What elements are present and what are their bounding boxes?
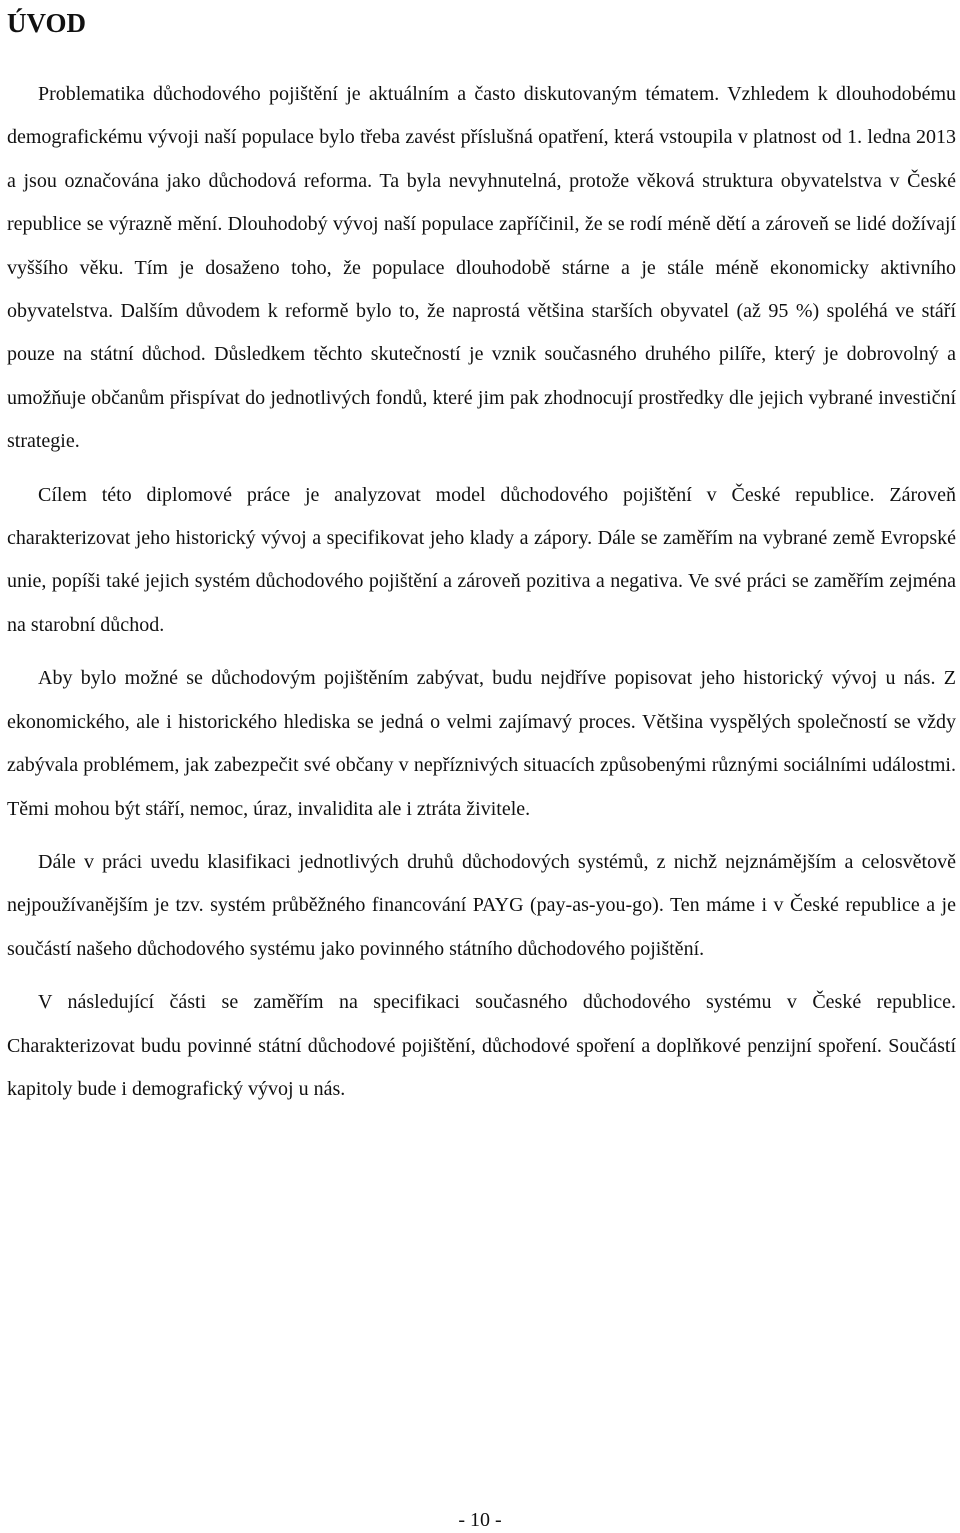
paragraph-1: Problematika důchodového pojištění je aktuálním a často diskutovaným tématem. Vzhledem k dlouhodobému demografickému vývoji naší populace bylo třeba zavést příslušná opatření, která vstoupila v platnost od 1. ledna 2013 a jsou označována jako důchodová reforma. Ta byla nevyhnutelná, protože věková struktura obyvatelstva v České republice se výrazně mění. Dlouhodobý vývoj naší populace zapříčinil, že se rodí méně dětí a zároveň se lidé dožívají vyššího věku. Tím je dosaženo toho, že populace dlouhodobě stárne a je stále méně ekonomicky aktivního obyvatelstva. Dalším důvodem k reformě bylo to, že naprostá většina starších obyvatel (až 95 %) spoléhá ve stáří pouze na státní důchod. Důsledkem těchto skutečností je vznik současného druhého pilíře, který je dobrovolný a umožňuje občanům přispívat do jednotlivých fondů, které jim pak zhodnocují prostředky dle jejich vybrané investiční strategie. (7, 83, 956, 453)
paragraph-2: Cílem této diplomové práce je analyzovat model důchodového pojištění v České republice. Zároveň charakterizovat jeho historický vývoj a specifikovat jeho klady a zápory. Dále se zaměřím na vybrané země Evropské unie, popíši také jejich systém důchodového pojištění a zároveň pozitiva a negativa. Ve své práci se zaměřím zejména na starobní důchod. (7, 483, 956, 636)
page-number: - 10 - (458, 1509, 502, 1531)
chapter-heading: ÚVOD (7, 8, 86, 38)
paragraph-3: Aby bylo možné se důchodovým pojištěním zabývat, budu nejdříve popisovat jeho historický vývoj u nás. Z ekonomického, ale i historického hlediska se jedná o velmi zajímavý proces. Většina vyspělých společností se vždy zabývala problémem, jak zabezpečit své občany v nepříznivých situacích způsobenými různými sociálními událostmi. Těmi mohou být stáří, nemoc, úraz, invalidita ale i ztráta živitele. (7, 667, 956, 820)
paragraph-4: Dále v práci uvedu klasifikaci jednotlivých druhů důchodových systémů, z nichž nejznámějším a celosvětově nejpoužívanějším je tzv. systém průběžného financování PAYG (pay-as-you-go). Ten máme i v České republice a je součástí našeho důchodového systému jako povinného státního důchodového pojištění. (7, 850, 956, 960)
body-text (7, 73, 956, 1111)
paragraph-5: V následující části se zaměřím na specifikaci současného důchodového systému v České republice. Charakterizovat budu povinné státní důchodové pojištění, důchodové spoření a doplňkové penzijní spoření. Součástí kapitoly bude i demografický vývoj u nás. (7, 991, 956, 1100)
